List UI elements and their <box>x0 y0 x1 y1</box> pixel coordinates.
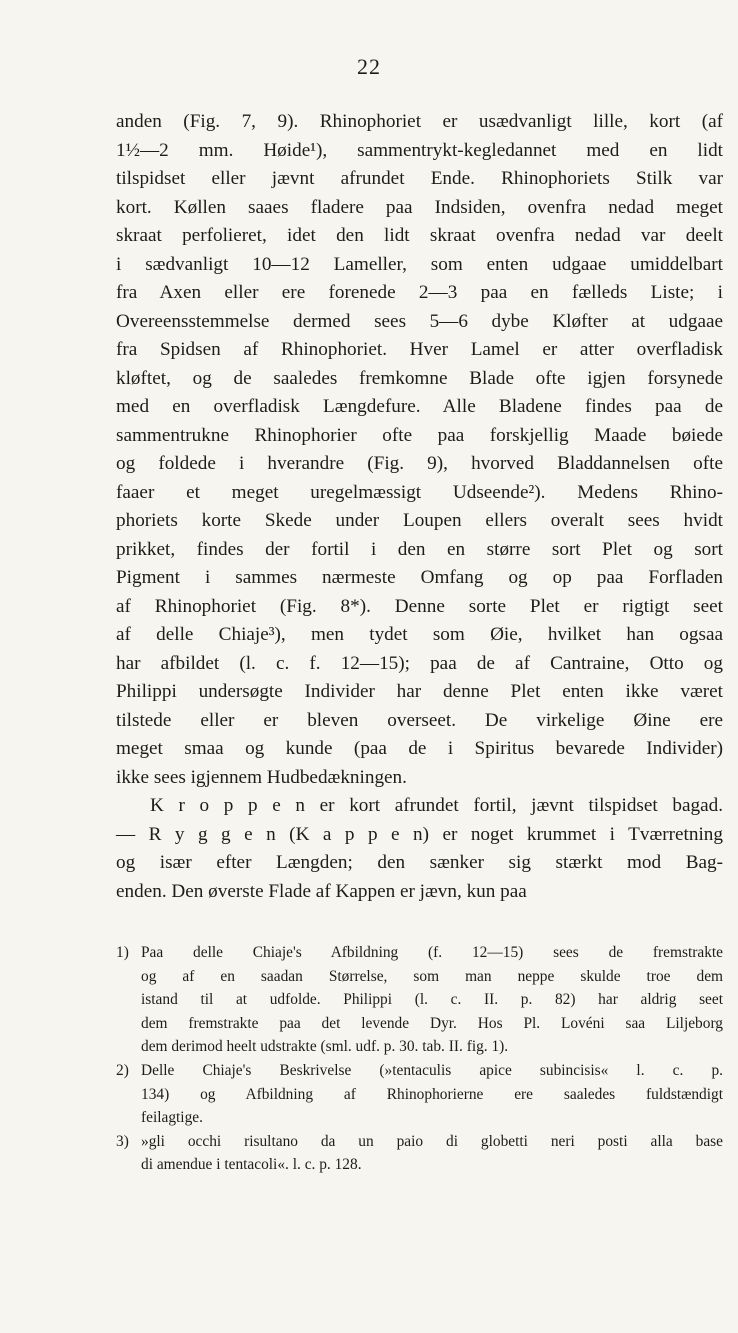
text-line: fra Axen eller ere forenede 2—3 paa en fælleds Liste; i <box>116 282 723 303</box>
text-line: phoriets korte Skede under Loupen ellers overalt sees hvidt <box>116 510 723 531</box>
text-line: sammentrukne Rhinophorier ofte paa forskjellig Maade bøiede <box>116 424 723 446</box>
text-line: K r o p p e n er kort afrundet fortil, jævnt tilspidset bagad. <box>150 795 723 816</box>
text-line: og især efter Længden; den sænker sig stærkt mod Bag- <box>116 852 723 873</box>
paragraphs <box>116 108 723 906</box>
text-line: Pigment i sammes nærmeste Omfang og op paa Forfladen <box>116 567 723 588</box>
text-line: Philippi undersøgte Individer har denne Plet enten ikke været <box>116 681 723 702</box>
text-line: med en overfladisk Længdefure. Alle Bladene findes paa de <box>116 396 723 417</box>
footnote-mark: 1) <box>116 944 129 961</box>
text-line: anden (Fig. 7, 9). Rhinophoriet er usædvanligt lille, kort (af <box>116 111 723 132</box>
text-line: har afbildet (l. c. f. 12—15); paa de af Cantraine, Otto og <box>116 652 723 674</box>
text-line: meget smaa og kunde (paa de i Spiritus bevarede Individer) <box>116 738 723 759</box>
text-line: Overeensstemmelse dermed sees 5—6 dybe Kløfter at udgaae <box>116 310 723 332</box>
page-number: 22 <box>357 54 381 79</box>
text-line: af Rhinophoriet (Fig. 8*). Denne sorte Plet er rigtigt seet <box>116 595 723 617</box>
text-line: kløftet, og de saaledes fremkomne Blade ofte igjen forsynede <box>116 367 723 389</box>
footnote-line: »gli occhi risultano da un paio di globetti neri posti alla base <box>141 1132 723 1150</box>
text-line: tilspidset eller jævnt afrundet Ende. Rhinophoriets Stilk var <box>116 168 723 189</box>
footnote-line: Delle Chiaje's Beskrivelse (»tentaculis apice subincisis« l. c. p. <box>141 1061 723 1079</box>
footnotes <box>116 941 723 1177</box>
footnote <box>116 941 723 1059</box>
footnote-line: feilagtige. <box>141 1109 203 1127</box>
text-line: fra Spidsen af Rhinophoriet. Hver Lamel er atter overfladisk <box>116 339 723 360</box>
footnote-line: istand til at udfolde. Philippi (l. c. II. p. 82) har aldrig seet <box>141 991 723 1009</box>
footnote-mark: 2) <box>116 1061 129 1079</box>
text-line: og foldede i hverandre (Fig. 9), hvorved Bladdannelsen ofte <box>116 453 723 474</box>
paragraph <box>116 108 723 792</box>
footnote <box>116 1059 723 1130</box>
footnote-line: Paa delle Chiaje's Afbildning (f. 12—15) sees de fremstrakte <box>141 944 723 961</box>
footnote-line: di amendue i tentacoli«. l. c. p. 128. <box>141 1156 362 1174</box>
footnote-mark: 3) <box>116 1132 129 1150</box>
text-line: af delle Chiaje³), men tydet som Øie, hvilket han ogsaa <box>116 624 723 645</box>
footnote <box>116 1130 723 1177</box>
footnote-line: 134) og Afbildning af Rhinophorierne ere saaledes fuldstændigt <box>141 1085 723 1103</box>
paragraph <box>116 792 723 906</box>
text-line: enden. Den øverste Flade af Kappen er jævn, kun paa <box>116 880 527 902</box>
text-line: i sædvanligt 10—12 Lameller, som enten udgaae umiddelbart <box>116 253 723 275</box>
footnote-line: dem derimod heelt udstrakte (sml. udf. p. 30. tab. II. fig. 1). <box>141 1038 509 1056</box>
body-text <box>116 108 723 906</box>
text-line: skraat perfolieret, idet den lidt skraat ovenfra nedad var deelt <box>116 225 723 246</box>
text-line: faaer et meget uregelmæssigt Udseende²). Medens Rhino- <box>116 481 723 503</box>
text-line: prikket, findes der fortil i den en større sort Plet og sort <box>116 538 723 560</box>
text-line: — R y g g e n (K a p p e n) er noget krummet i Tværretning <box>116 823 723 845</box>
footnote-line: og af en saadan Størrelse, som man neppe skulde troe dem <box>141 967 723 985</box>
footnote-line: dem fremstrakte paa det levende Dyr. Hos Pl. Lovéni saa Liljeborg <box>141 1014 723 1032</box>
text-line: ikke sees igjennem Hudbedækningen. <box>116 766 407 788</box>
text-line: 1½—2 mm. Høide¹), sammentrykt-kegledannet med en lidt <box>116 139 723 161</box>
text-line: tilstede eller er bleven overseet. De virkelige Øine ere <box>116 709 723 731</box>
footnote-list <box>116 941 723 1177</box>
text-line: kort. Køllen saaes fladere paa Indsiden, ovenfra nedad meget <box>116 196 723 218</box>
